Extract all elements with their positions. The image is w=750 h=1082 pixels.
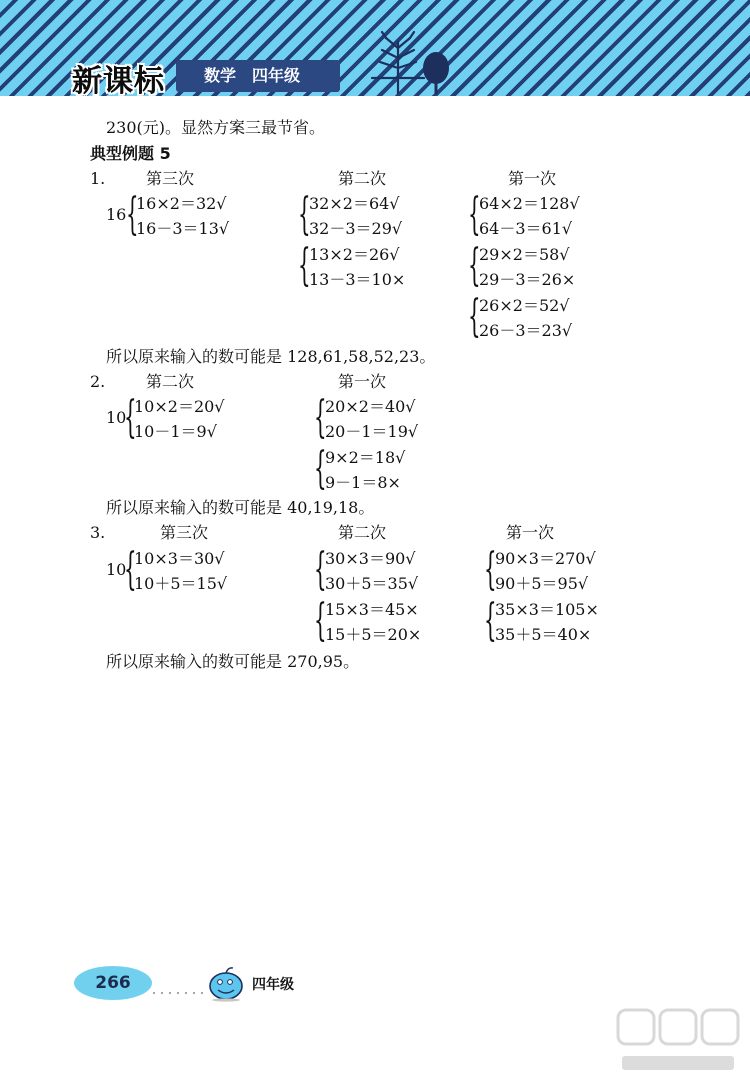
- brace: {: [468, 291, 481, 342]
- watermark-logo-icon: [612, 1004, 744, 1076]
- brand-title: 新课标: [72, 64, 165, 99]
- equation: 32－3＝29√: [309, 219, 403, 238]
- equation: 30×3＝90√: [325, 549, 416, 568]
- equation: 26－3＝23√: [479, 321, 573, 340]
- start-number: 10: [106, 408, 127, 427]
- conclusion: 所以原来输入的数可能是 40,19,18。: [106, 498, 375, 517]
- equation: 13×2＝26√: [309, 245, 400, 264]
- brace: {: [314, 443, 327, 494]
- brace: {: [298, 189, 311, 240]
- brace: {: [124, 544, 137, 595]
- problem-number: 2.: [90, 372, 106, 391]
- brace: {: [484, 544, 497, 595]
- brace: {: [484, 595, 497, 646]
- equation: 10－1＝9√: [134, 422, 217, 441]
- equation: 16－3＝13√: [136, 219, 230, 238]
- equation: 35×3＝105×: [495, 600, 599, 619]
- conclusion: 所以原来输入的数可能是 128,61,58,52,23。: [106, 347, 436, 366]
- equation: 16×2＝32√: [136, 194, 227, 213]
- equation: 35＋5＝40×: [495, 625, 592, 644]
- column-header: 第三次: [160, 523, 209, 542]
- equation: 30＋5＝35√: [325, 574, 419, 593]
- equation: 20×2＝40√: [325, 397, 416, 416]
- equation: 15＋5＝20×: [325, 625, 422, 644]
- start-number: 16: [106, 205, 127, 224]
- equation: 64－3＝61√: [479, 219, 573, 238]
- equation: 29－3＝26×: [479, 270, 576, 289]
- equation: 90×3＝270√: [495, 549, 596, 568]
- equation: 64×2＝128√: [479, 194, 580, 213]
- brace: {: [124, 392, 137, 443]
- equation: 15×3＝45×: [325, 600, 419, 619]
- equation: 20－1＝19√: [325, 422, 419, 441]
- brace: {: [126, 189, 139, 240]
- equation: 90＋5＝95√: [495, 574, 589, 593]
- problem-number: 3.: [90, 523, 106, 542]
- mascot-icon: [206, 962, 246, 1002]
- equation: 32×2＝64√: [309, 194, 400, 213]
- column-header: 第一次: [338, 372, 387, 391]
- column-header: 第三次: [146, 169, 195, 188]
- grade-label: 四年级: [252, 66, 301, 85]
- equation: 9×2＝18√: [325, 448, 406, 467]
- column-header: 第二次: [338, 169, 387, 188]
- column-header: 第二次: [146, 372, 195, 391]
- tree-icon: [368, 28, 458, 94]
- brace: {: [314, 392, 327, 443]
- subject-label: 数学: [204, 66, 237, 85]
- equation: 10＋5＝15√: [134, 574, 228, 593]
- equation: 26×2＝52√: [479, 296, 570, 315]
- brace: {: [468, 189, 481, 240]
- conclusion: 所以原来输入的数可能是 270,95。: [106, 652, 360, 671]
- brace: {: [298, 240, 311, 291]
- equation: 10×2＝20√: [134, 397, 225, 416]
- start-number: 10: [106, 560, 127, 579]
- brace: {: [314, 595, 327, 646]
- footer-grade: 四年级: [252, 977, 294, 993]
- page-number: 266: [74, 966, 152, 1000]
- intro-line: 230(元)。显然方案三最节省。: [106, 118, 326, 137]
- equation: 9－1＝8×: [325, 473, 401, 492]
- footer-dots: [150, 990, 210, 996]
- column-header: 第二次: [338, 523, 387, 542]
- equation: 13－3＝10×: [309, 270, 406, 289]
- brace: {: [468, 240, 481, 291]
- brace: {: [314, 544, 327, 595]
- column-header: 第一次: [508, 169, 557, 188]
- subject-bar: [176, 60, 340, 92]
- section-title: 典型例题 5: [90, 144, 171, 163]
- column-header: 第一次: [506, 523, 555, 542]
- equation: 29×2＝58√: [479, 245, 570, 264]
- problem-number: 1.: [90, 169, 106, 188]
- equation: 10×3＝30√: [134, 549, 225, 568]
